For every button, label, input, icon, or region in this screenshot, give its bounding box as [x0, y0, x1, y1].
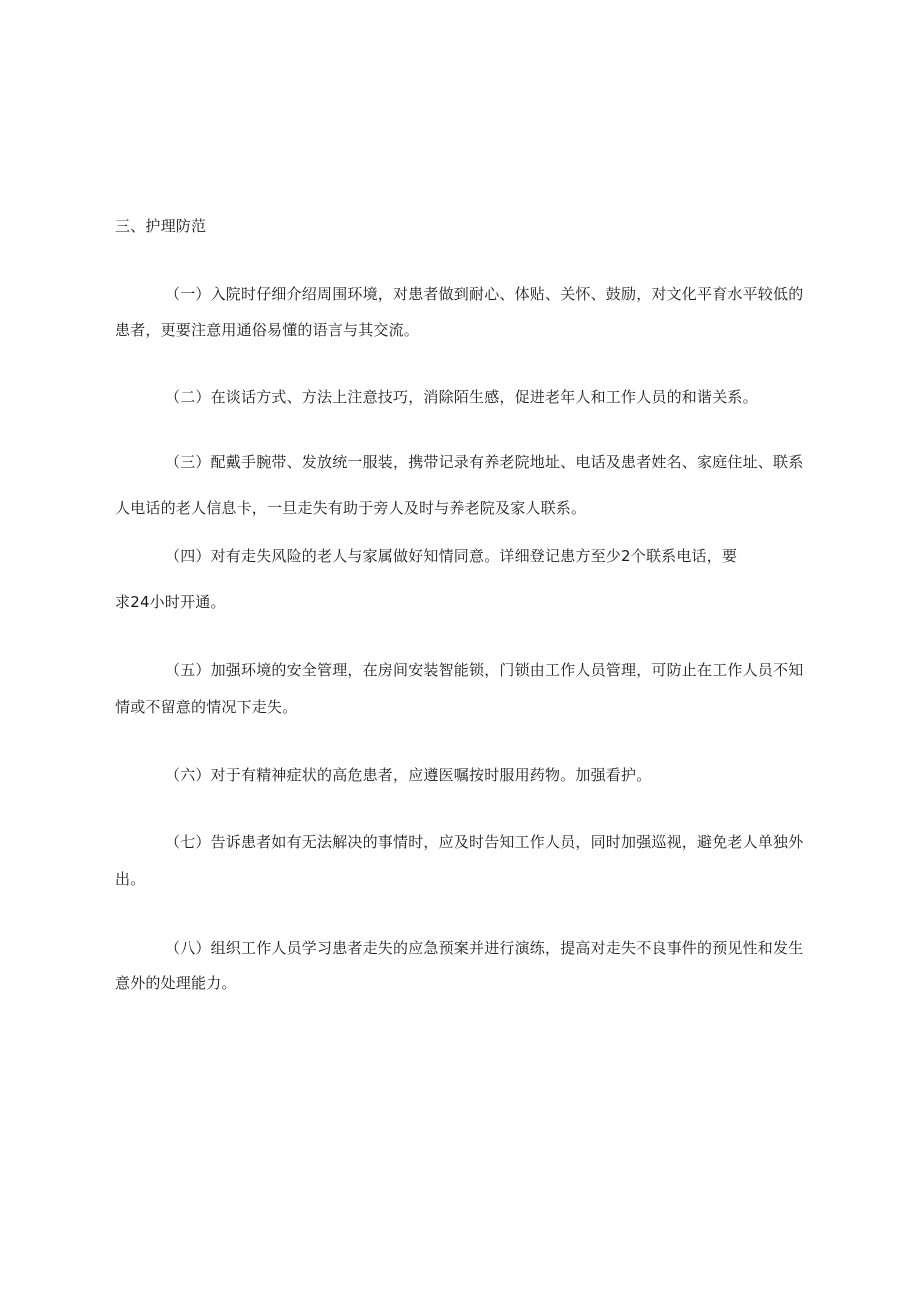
paragraph-line: （五）加强环境的安全管理，在房间安装智能锁，门锁由工作人员管理，可防止在工作人员不知 — [165, 661, 804, 679]
paragraph-line: （四）对有走失风险的老人与家属做好知情同意。详细登记患方至少2个联系电话，要 — [165, 547, 738, 565]
paragraph-line: （七）告诉患者如有无法解决的事情时，应及时告知工作人员，同时加强巡视，避免老人单独外 — [165, 833, 804, 851]
paragraph-line: （三）配戴手腕带、发放统一服装，携带记录有养老院地址、电话及患者姓名、家庭住址、联系 — [165, 453, 804, 471]
paragraph-line: 情或不留意的情况下走失。 — [115, 698, 298, 716]
paragraph-line: 求24小时开通。 — [115, 593, 226, 611]
paragraph-line: （二）在谈话方式、方法上注意技巧，消除陌生感，促进老年人和工作人员的和谐关系。 — [165, 388, 758, 406]
paragraph-line: 出。 — [115, 870, 146, 888]
paragraph-line: （一）入院时仔细介绍周围环境，对患者做到耐心、体贴、关怀、鼓励，对文化平育水平较低的 — [165, 285, 804, 303]
paragraph-line: 患者，更要注意用通俗易懂的语言与其交流。 — [115, 321, 420, 339]
paragraph-line: （八）组织工作人员学习患者走失的应急预案并进行演练，提高对走失不良事件的预见性和发生 — [165, 939, 804, 957]
section-heading: 三、护理防范 — [115, 217, 207, 235]
paragraph-line: 意外的处理能力。 — [115, 974, 237, 992]
paragraph-line: （六）对于有精神症状的高危患者，应遵医嘱按时服用药物。加强看护。 — [165, 766, 652, 784]
paragraph-line: 人电话的老人信息卡，一旦走失有助于旁人及时与养老院及家人联系。 — [115, 499, 587, 517]
